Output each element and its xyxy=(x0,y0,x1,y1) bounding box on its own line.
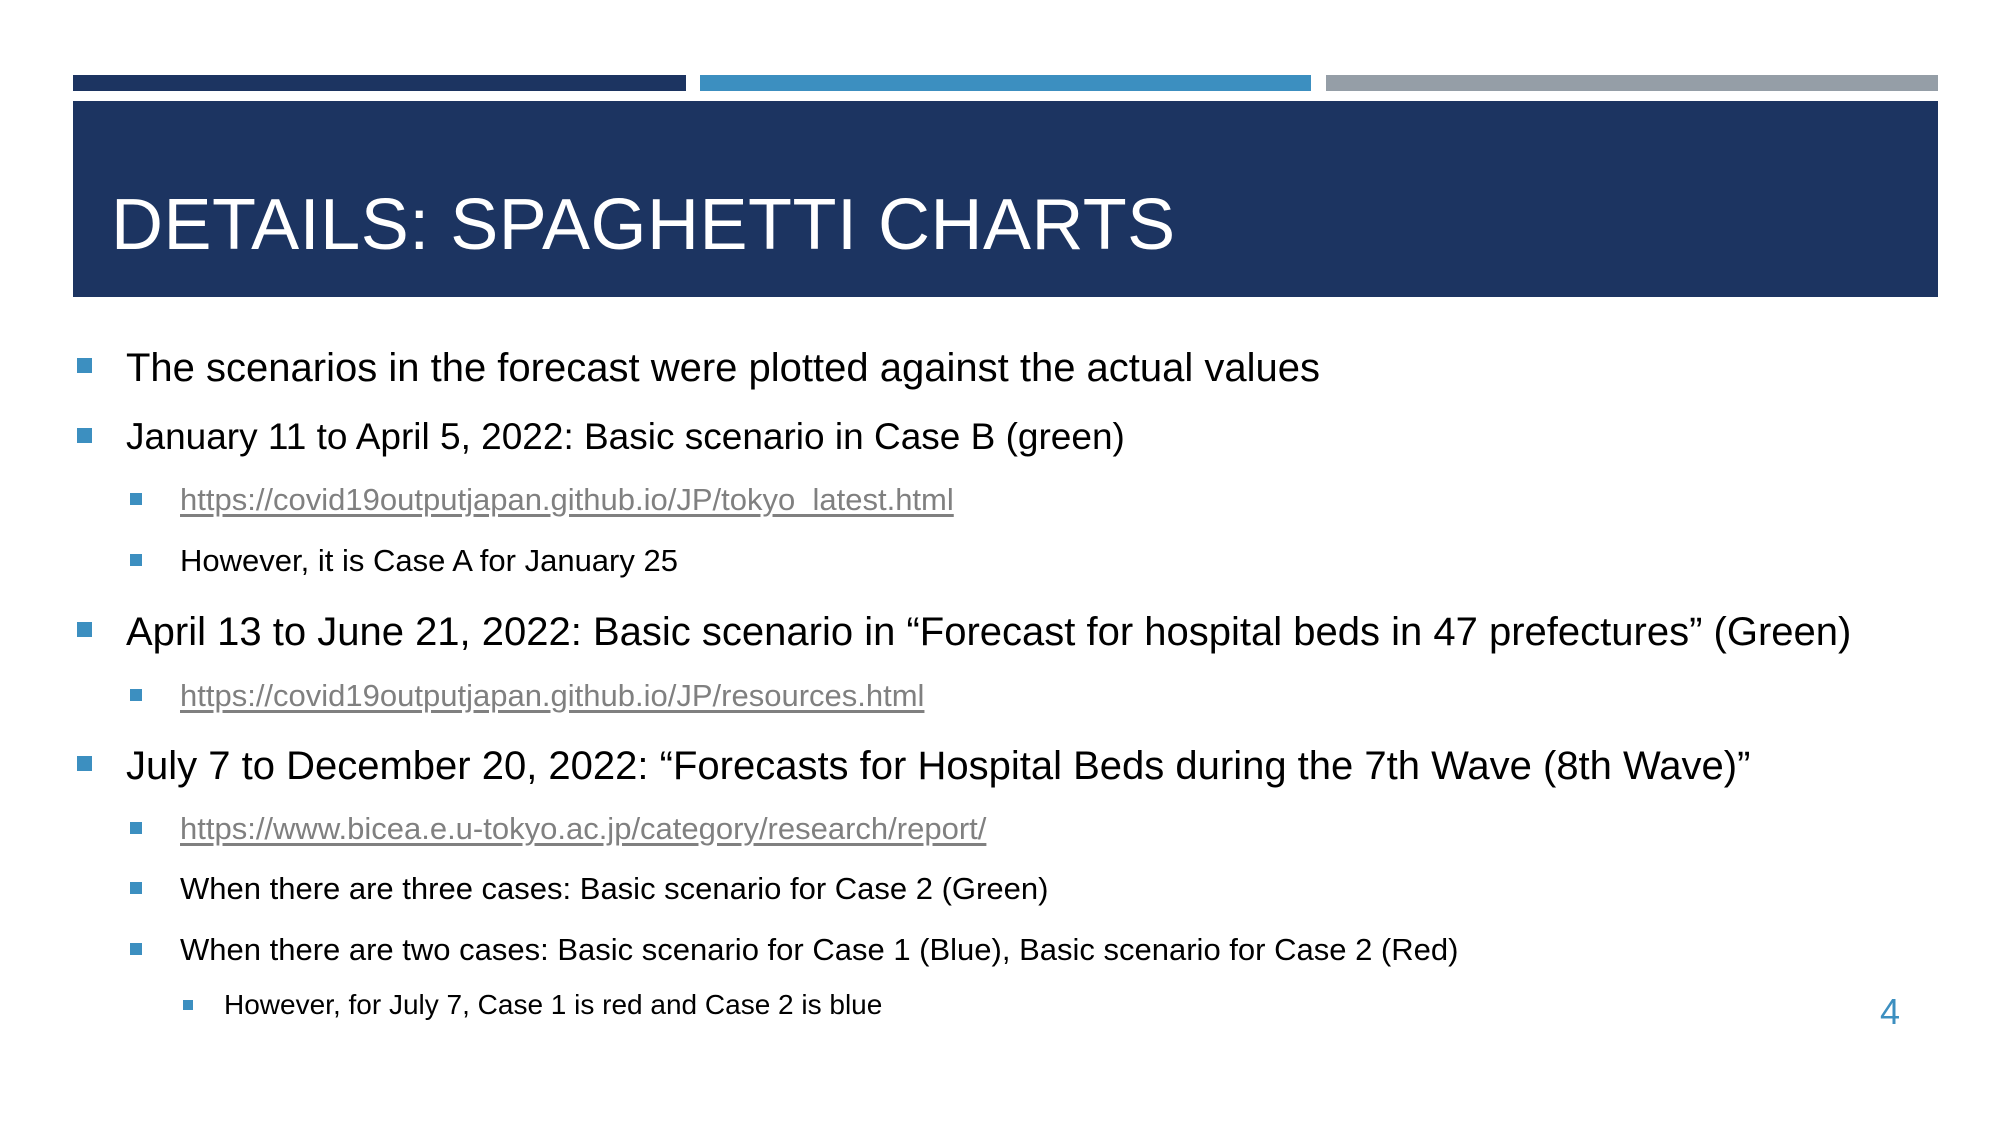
square-bullet-icon xyxy=(77,428,92,443)
bullet-text: April 13 to June 21, 2022: Basic scenario in “Forecast for hospital beds in 47 prefectures” (Green) xyxy=(126,610,1852,654)
top-accent-bar-blue xyxy=(700,75,1311,91)
title-banner xyxy=(73,101,1938,297)
bullet-text: January 11 to April 5, 2022: Basic scenario in Case B (green) xyxy=(126,416,1125,457)
square-bullet-icon xyxy=(130,882,142,894)
tokyo-latest-link[interactable]: https://covid19outputjapan.github.io/JP/tokyo_latest.html xyxy=(180,482,954,517)
bullet-text: July 7 to December 20, 2022: “Forecasts for Hospital Beds during the 7th Wave (8th Wave)” xyxy=(126,744,1751,788)
sub-sub-bullet-text: However, for July 7, Case 1 is red and Case 2 is blue xyxy=(224,989,883,1020)
square-bullet-icon xyxy=(130,493,142,505)
square-bullet-icon xyxy=(130,554,142,566)
square-bullet-icon xyxy=(130,943,142,955)
sub-bullet-text: However, it is Case A for January 25 xyxy=(180,543,678,578)
sub-bullet-text: When there are three cases: Basic scenario for Case 2 (Green) xyxy=(180,871,1049,906)
slide-title: DETAILS: SPAGHETTI CHARTS xyxy=(111,185,1176,265)
top-accent-bar-navy xyxy=(73,75,686,91)
square-bullet-icon xyxy=(183,1000,193,1010)
square-bullet-icon xyxy=(77,622,92,637)
resources-link[interactable]: https://covid19outputjapan.github.io/JP/resources.html xyxy=(180,678,925,713)
square-bullet-icon xyxy=(130,689,142,701)
square-bullet-icon xyxy=(130,822,142,834)
sub-bullet-text: When there are two cases: Basic scenario for Case 1 (Blue), Basic scenario for Case 2 (Red) xyxy=(180,932,1459,967)
top-accent-bar-gray xyxy=(1326,75,1938,91)
square-bullet-icon xyxy=(77,756,92,771)
bullet-text: The scenarios in the forecast were plotted against the actual values xyxy=(126,346,1321,390)
bicea-report-link[interactable]: https://www.bicea.e.u-tokyo.ac.jp/category/research/report/ xyxy=(180,811,987,846)
page-number: 4 xyxy=(1879,991,1900,1032)
square-bullet-icon xyxy=(77,358,92,373)
